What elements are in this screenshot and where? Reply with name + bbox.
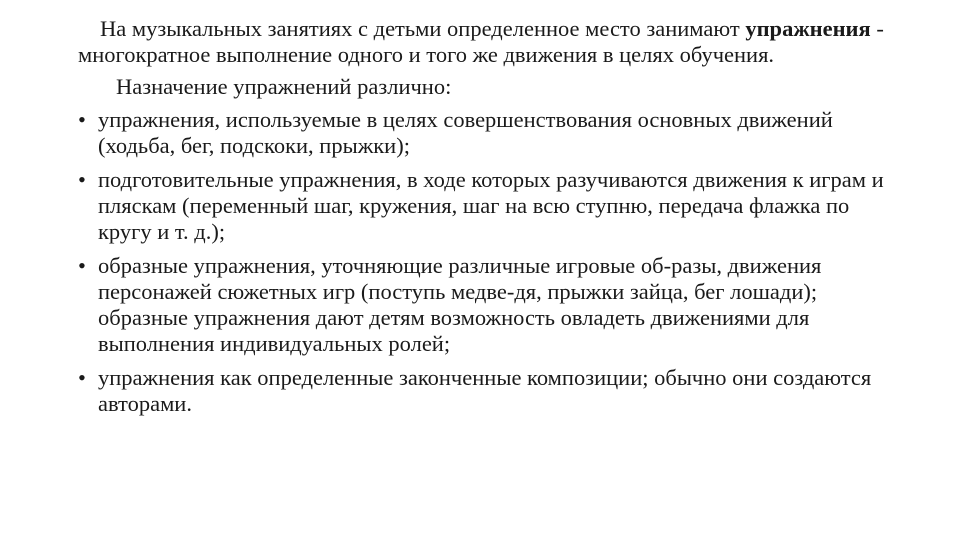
- bold-term: упражнения: [745, 16, 871, 41]
- list-item-text: упражнения, используемые в целях совершенствования основных движений (ходьба, бег, подскоки, прыжки);: [98, 107, 833, 158]
- bullet-icon: •: [78, 365, 86, 390]
- bullet-list: [78, 107, 908, 417]
- bullet-icon: •: [78, 107, 86, 132]
- list-item: [78, 167, 908, 245]
- list-item: [78, 253, 908, 357]
- intro-text-start: На музыкальных занятиях с детьми определенное место занимают: [100, 16, 746, 41]
- intro-text-end: - многократное выполнение одного и того же движения в целях обучения.: [78, 16, 884, 67]
- list-item-text: подготовительные упражнения, в ходе которых разучиваются движения к играм и пляскам (переменный шаг, кружения, шаг на всю ступню, передача флажка по кругу и т. д.);: [98, 167, 884, 244]
- list-item: [78, 107, 908, 159]
- list-item: [78, 365, 908, 417]
- list-item-text: образные упражнения, уточняющие различные игровые об-разы, движения персонажей сюжетных игр (поступь медве-дя, прыжки зайца, бег лошади); образные упражнения дают детям возможность овладеть движениями для выполнения индивидуальных ролей;: [98, 253, 822, 356]
- intro-paragraph: [78, 16, 908, 68]
- list-item-text: упражнения как определенные законченные композиции; обычно они создаются авторами.: [98, 365, 872, 416]
- list-intro: Назначение упражнений различно:: [116, 74, 452, 99]
- text-body: [78, 16, 908, 425]
- bullet-icon: •: [78, 253, 86, 278]
- bullet-icon: •: [78, 167, 86, 192]
